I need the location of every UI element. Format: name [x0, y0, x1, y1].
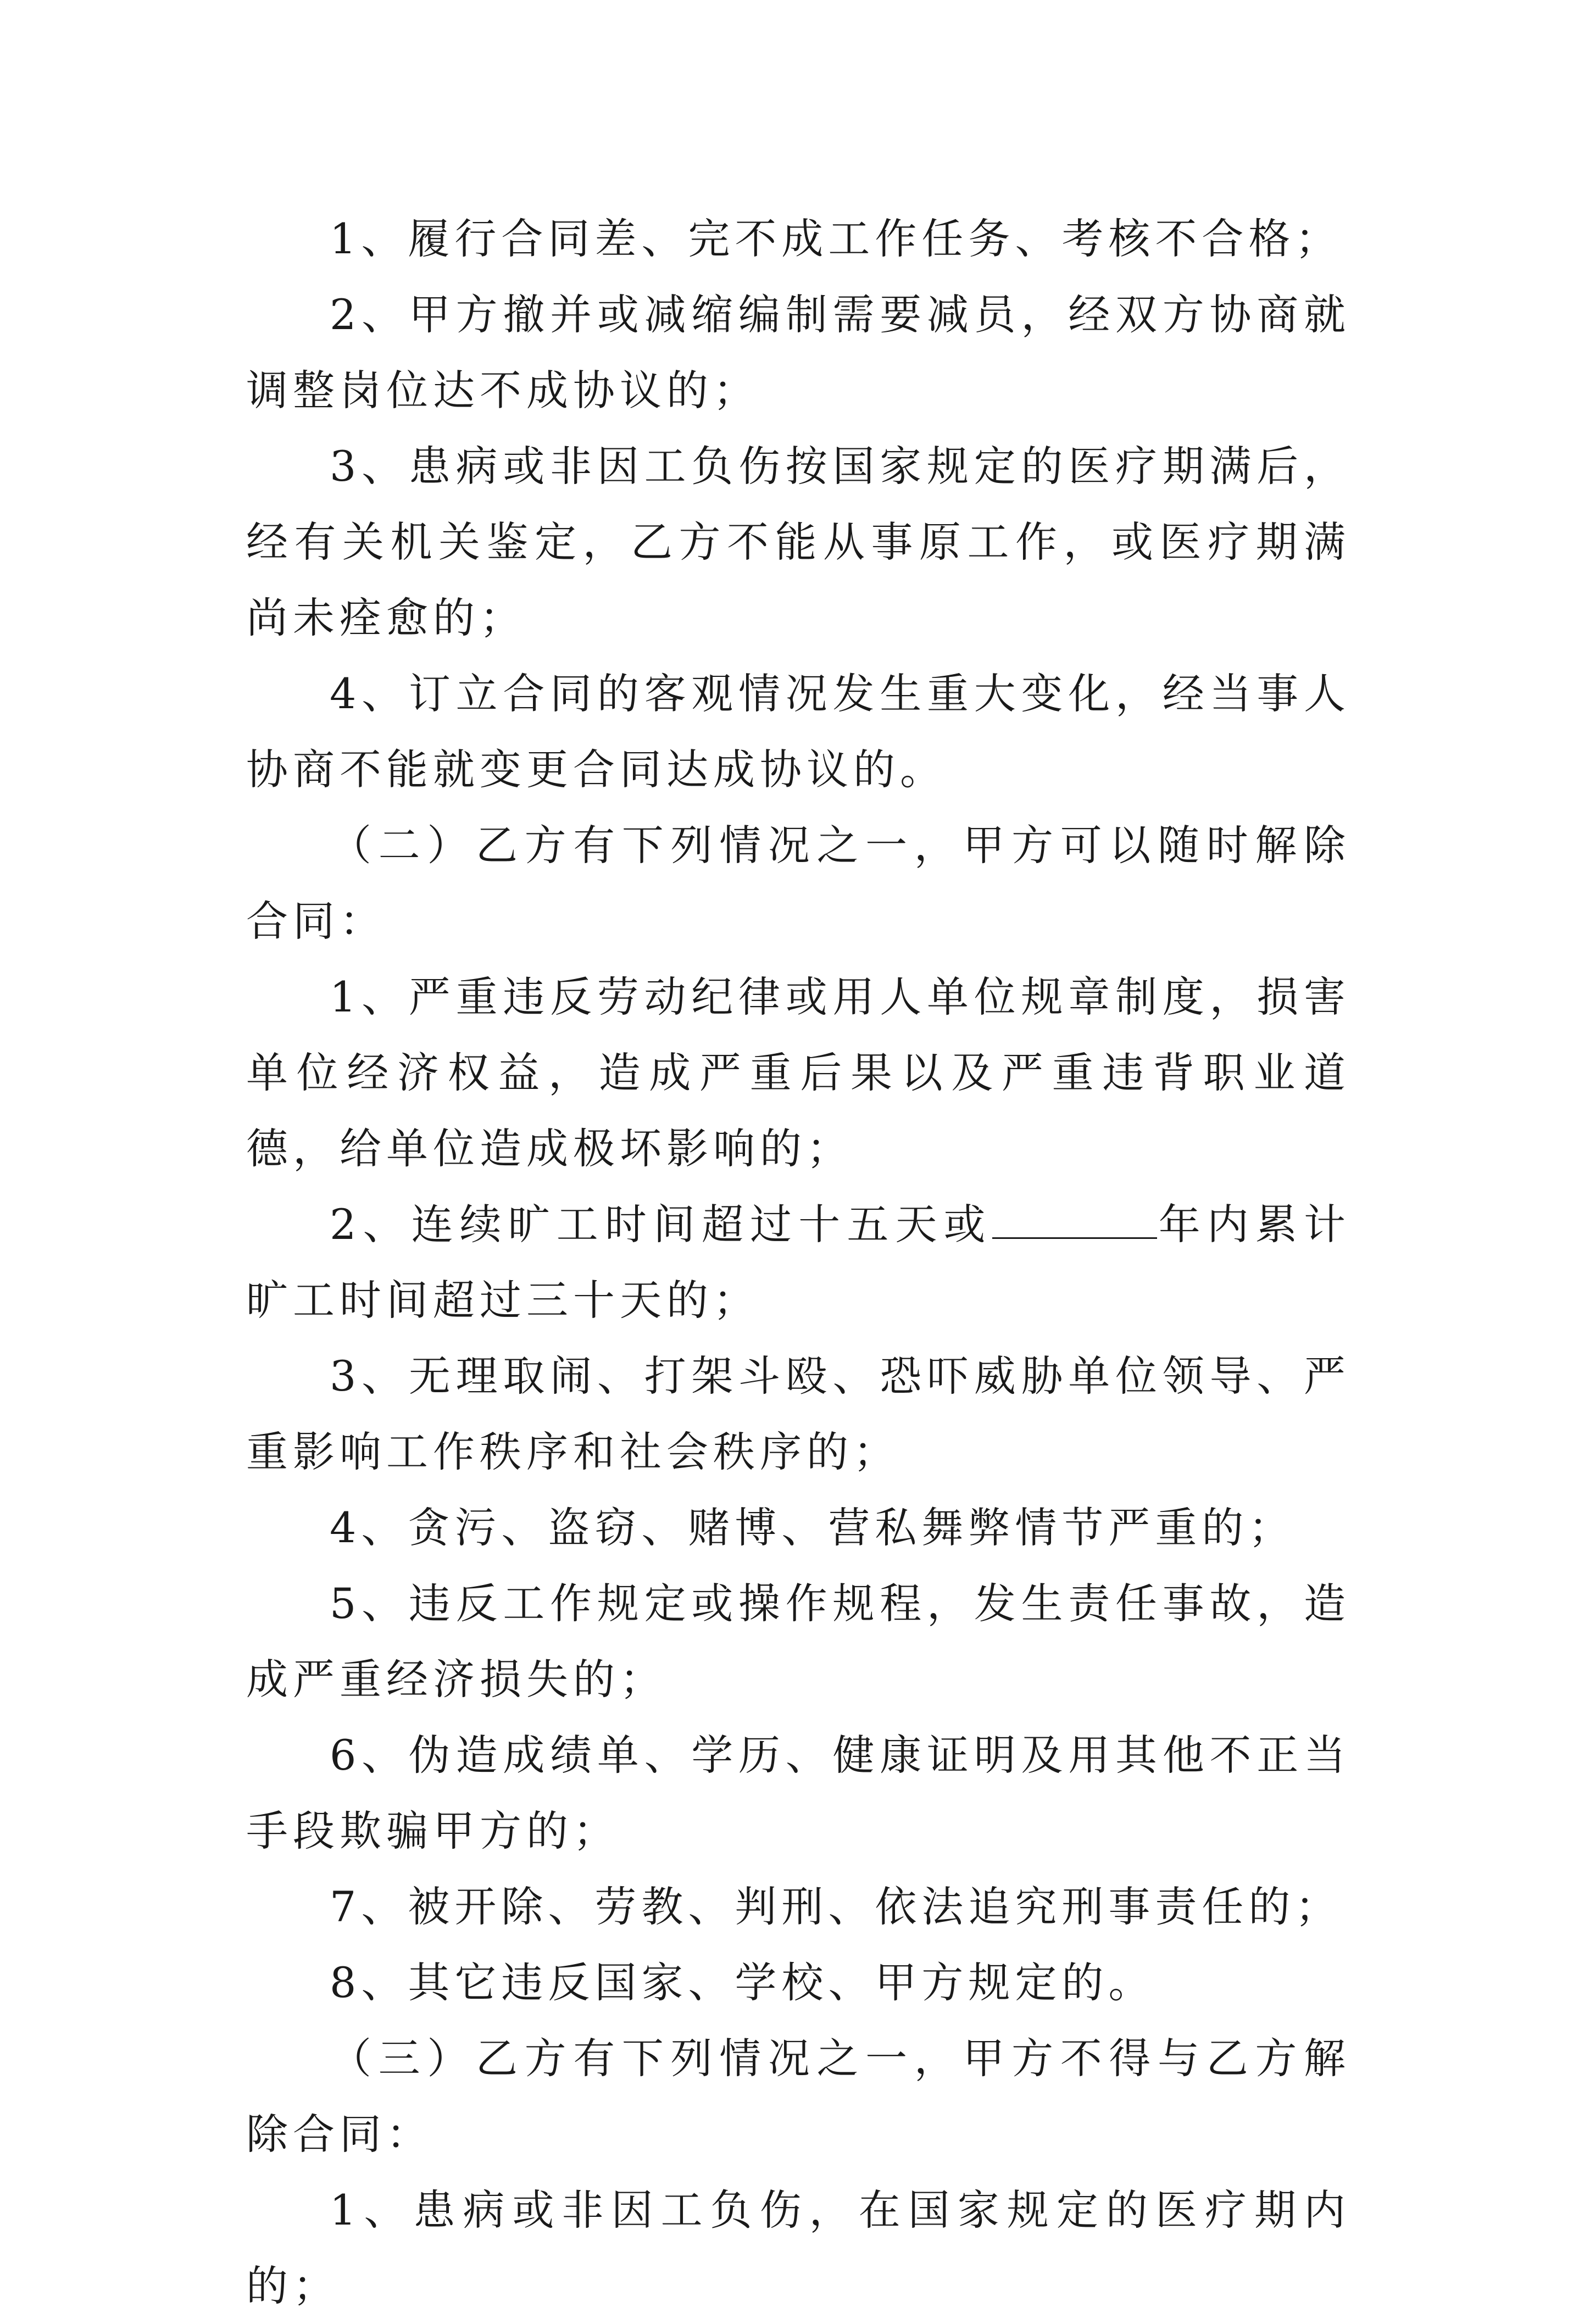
- paragraph-9: 5、违反工作规定或操作规程，发生责任事故，造成严重经济损失的；: [246, 1579, 1350, 1704]
- section-heading-3: （三）乙方有下列情况之一，甲方不得与乙方解除合同：: [246, 2034, 1350, 2159]
- paragraph-12: 8、其它违反国家、学校、甲方规定的。: [330, 1958, 1155, 2007]
- paragraph-5: 1、严重违反劳动纪律或用人单位规章制度，损害单位经济权益，造成严重后果以及严重违背职业道德，给单位造成极坏影响的；: [246, 972, 1350, 1173]
- paragraph-2: 2、甲方撤并或减缩编制需要减员，经双方协商就调整岗位达不成协议的；: [246, 290, 1350, 415]
- paragraph-13: 1、患病或非因工负伤，在国家规定的医疗期内的；: [246, 2186, 1350, 2310]
- paragraph-6-after: 年内累计旷工时间超过三十天的；: [246, 1200, 1351, 1325]
- paragraph-4: 4、订立合同的客观情况发生重大变化，经当事人协商不能就变更合同达成协议的。: [246, 669, 1350, 794]
- paragraph-3: 3、患病或非因工负伤按国家规定的医疗期满后，经有关机关鉴定，乙方不能从事原工作，或医疗期满尚未痊愈的；: [246, 442, 1350, 642]
- paragraph-7: 3、无理取闹、打架斗殴、恐吓威胁单位领导、严重影响工作秩序和社会秩序的；: [246, 1352, 1350, 1476]
- paragraph-1: 1、履行合同差、完不成工作任务、考核不合格；: [330, 214, 1342, 263]
- paragraph-6: [246, 1187, 1350, 1338]
- paragraph-10: 6、伪造成绩单、学历、健康证明及用其他不正当手段欺骗甲方的；: [246, 1731, 1350, 1855]
- document-body: [246, 201, 1350, 2324]
- paragraph-6-before: 2、连续旷工时间超过十五天或: [330, 1200, 992, 1249]
- section-heading-2: （二）乙方有下列情况之一，甲方可以随时解除合同：: [246, 821, 1350, 946]
- paragraph-8: 4、贪污、盗窃、赌博、营私舞弊情节严重的；: [330, 1503, 1296, 1552]
- paragraph-11: 7、被开除、劳教、判刑、依法追究刑事责任的；: [330, 1882, 1342, 1931]
- fill-in-blank: [992, 1204, 1157, 1239]
